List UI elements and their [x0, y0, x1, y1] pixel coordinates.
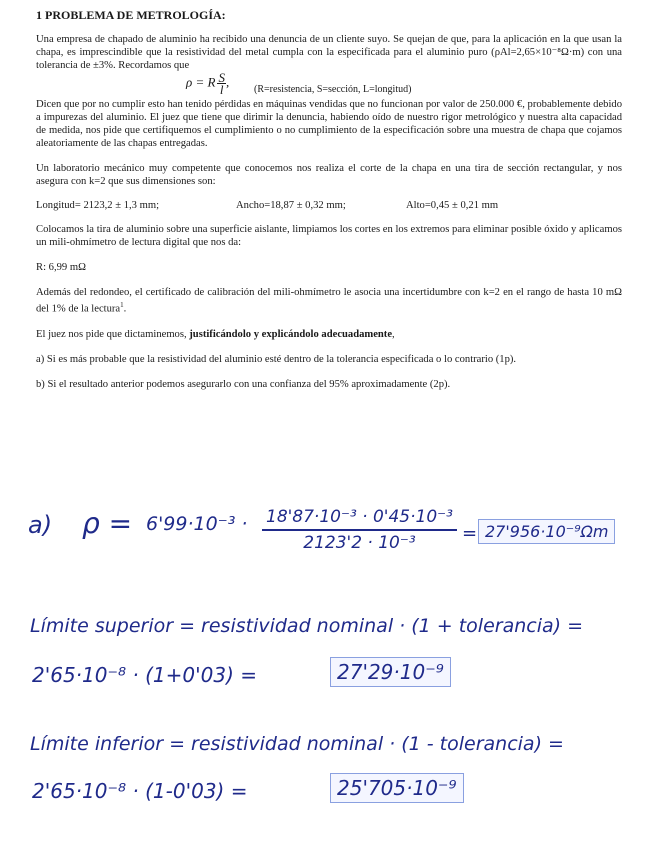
- footnote-mark: 1: [120, 301, 124, 309]
- resistivity-formula: [36, 72, 622, 98]
- formula-comma: ,: [225, 74, 230, 90]
- upper-limit-result: 27'29·10⁻⁹: [330, 657, 451, 687]
- answer-a-result: 27'956·10⁻⁹Ωm: [478, 519, 615, 544]
- lower-limit-calc: 2'65·10⁻⁸ · (1-0'03) =: [32, 779, 248, 803]
- upper-limit-line: Límite superior = resistividad nominal · (1 + tolerancia) =: [30, 615, 583, 637]
- answer-a-factor: 6'99·10⁻³ ·: [146, 513, 248, 535]
- answer-a-denominator: 2123'2 · 10⁻³: [303, 533, 416, 553]
- dim-longitud: Longitud= 2123,2 ± 1,3 mm;: [36, 200, 160, 211]
- answer-a-numerator: 18'87·10⁻³ · 0'45·10⁻³: [262, 507, 457, 531]
- paragraph-context: Dicen que por no cumplir esto han tenido pérdidas en máquinas vendidas que no funcionan por valor de 250.000 €, probablemente debido a impurezas del aluminio. El juez que tiene que dirimir la denuncia, habiendo oído de nuestro rigor metrológico y nuestra alta capacidad de medida, nos pide que certifiquemos el cumplimiento o no cumplimiento de la especificación sobre una muestra de chapa que cojamos aleatoriamente de las chapas entregadas.: [36, 99, 622, 149]
- formula-lhs: ρ = R: [186, 74, 216, 90]
- lower-limit-line: Límite inferior = resistividad nominal · (1 - tolerancia) =: [30, 733, 564, 755]
- problem-statement: [36, 8, 622, 391]
- formula-denominator: l: [219, 82, 224, 97]
- dim-ancho: Ancho=18,87 ± 0,32 mm;: [236, 200, 346, 211]
- answer-a-fraction: [262, 507, 457, 553]
- upper-limit-calc: 2'65·10⁻⁸ · (1+0'03) =: [32, 663, 257, 687]
- paragraph-judge: El juez nos pide que dictaminemos, justificándolo y explicándolo adecuadamente,: [36, 328, 395, 340]
- problem-title: 1 PROBLEMA DE METROLOGÍA:: [36, 8, 226, 22]
- formula-legend: (R=resistencia, S=sección, L=longitud): [254, 84, 412, 95]
- paragraph-measurement: Colocamos la tira de aluminio sobre una superficie aislante, limpiamos los cortes en los extremos para eliminar posible óxido y aplicamos un mili-ohmímetro de lectura digital que nos da:: [36, 224, 622, 248]
- dim-alto: Alto=0,45 ± 0,21 mm: [406, 200, 499, 211]
- question-b: b) Si el resultado anterior podemos asegurarlo con una confianza del 95% aproximadamente (2p).: [36, 378, 451, 390]
- dimensions-row: [36, 200, 622, 211]
- question-a: a) Si es más probable que la resistividad del aluminio esté dentro de la tolerancia especificada o lo contrario (1p).: [36, 353, 517, 365]
- answer-a-label: a): [28, 511, 53, 539]
- judge-emphasis: justificándolo y explicándolo adecuadamente: [189, 328, 393, 340]
- lower-limit-result: 25'705·10⁻⁹: [330, 773, 464, 803]
- paragraph-lab: Un laboratorio mecánico muy competente que conocemos nos realiza el corte de la chapa en una tira de sección rectangular, y nos asegura con k=2 que sus dimensiones son:: [36, 163, 622, 187]
- paragraph-calibration: Además del redondeo, el certificado de calibración del mili-ohmímetro le asocia una incertidumbre con k=2 en el rango de hasta 10 mΩ del 1% de la lectura$^1$.: [36, 287, 622, 315]
- rho-symbol: ρ =: [82, 507, 133, 540]
- resistance-reading: R: 6,99 mΩ: [36, 262, 86, 273]
- formula-fraction: [217, 72, 226, 95]
- answer-a-equals: =: [462, 523, 478, 544]
- paragraph-intro: Una empresa de chapado de aluminio ha recibido una denuncia de un cliente suyo. Se quejan de que, para la aplicación en la que usan la chapa, es imprescindible que la resistividad del metal cumpla con la especificada para el aluminio puro (ρAl=2,65×10⁻⁸Ω·m) con una tolerancia de ±3%. Recordamos que: [36, 34, 622, 71]
- formula-numerator: S: [218, 70, 225, 85]
